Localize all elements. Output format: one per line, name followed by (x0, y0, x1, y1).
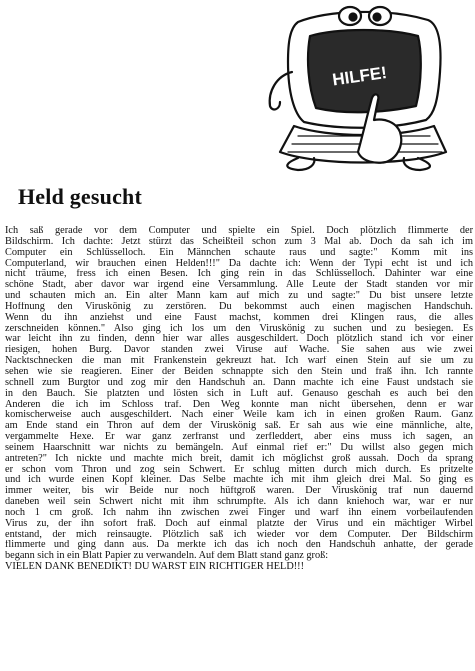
story-line: zerschneiden können." Also ging ich los um den Viruskönig zu suchen und zu besiegen. Es (5, 323, 473, 334)
story-line: schnell zum Burgtor und zog mir den Handschuh an. Dann machte ich eine Faust undstach sie (5, 377, 473, 388)
story-line: Bildschirm. Ich dachte: Jetzt stürzt das Scheißteil schon zum 3 Mal ab. Doch da sah ich im (5, 236, 473, 247)
story-line: seinem Haarschnitt war nichts zu bemängeln. Auf einmal rief er:" Du willst also gegen mich (5, 442, 473, 453)
story-line: noch 1 cm groß. Ich nahm ihn zwischen zwei Finger und warf ihn einem vorbeilaufenden (5, 507, 473, 518)
story-line: komischerweise auch ausgeschildert. Nach einer Weile kam ich in einen großen Raum. Ganz (5, 410, 473, 421)
story-line: daneben weil sein Schwert nicht mit ihm schrumpfte. Als ich dann kniehoch war, war er nur (5, 497, 473, 508)
cartoon-computer-icon (258, 2, 458, 174)
story-line: schöne Stadt, aber davor war irgend eine Versammlung. Alle Leute der Stadt standen vor mir (5, 280, 473, 291)
story-line: Computerland, wir brauchen einen Helden!!!" Da dachte ich: Wenn der Typi echt ist und ich (5, 258, 473, 269)
story-line: antreten?" Ich nickte und machte mich breit, damit ich möglichst groß aussah. Doch da sprang (5, 453, 473, 464)
story-line: sehen wie sie reagieren. Einer der Beiden schnappte sich den Stein und fraß ihn. Ich rannte (5, 366, 473, 377)
story-line: Hoffnung den Viruskönig zu zerstören. Du bekommst auch einen magischen Handschuh. (5, 301, 473, 312)
story-text (5, 226, 473, 573)
story-line: begann sich in ein Blatt Papier zu verwandeln. Auf dem Blatt stand ganz groß: (5, 551, 329, 562)
story-line: in den Bauch. Sie platzten und lösten sich in Luft auf. Genauso geschah es auch bei den (5, 388, 473, 399)
story-line: Wenn du ihn anziehst und eine Faust machst, kommen drei Klingen raus, die alles (5, 312, 473, 323)
story-line: und ich wurde einen Kopf kleiner. Das Selbe machte ich mit ihm gleich drei Mal. So ging es (5, 475, 473, 486)
page-title: Held gesucht (18, 184, 143, 209)
story-line: Ich saß gerade vor dem Computer und spielte ein Spiel. Doch plötzlich flimmerte der (5, 226, 473, 236)
story-line: war leicht ihn zu finden, denn hier war alles ausgeschildert. Doch plötzlich stand ich vor einer (5, 334, 473, 345)
story-line: er schon vom Thron und zog sein Schwert. Er schlug mitten durch mich durch. Es pritzelte (5, 464, 473, 475)
story-line: immer weiter, bis wir Beide nur noch hüftgroß waren. Der Viruskönig traf nun dauernd (5, 486, 473, 497)
story-line: riesigen, hohen Burg. Davor standen zwei Viruse auf Wache. Sie sahen aus wie zwei (5, 345, 473, 356)
story-line: Virus zu, der ihn sofort fraß. Doch auf einmal platzte der Virus und ein mächtiger Wirbel (5, 518, 473, 529)
story-line: Computer ein Schlüsselloch. Ein Männchen schaute raus und sagte:" Komm mit ins (5, 247, 473, 258)
story-line: entstand, der mich reinsaugte. Plötzlich saß ich wieder vor dem Computer. Der Bildschirm (5, 529, 473, 540)
story-line: flimmerte und ging dann aus. Da merkte ich das ich noch den Handschuh anhatte, der gerade (5, 540, 473, 551)
story-line: VIELEN DANK BENEDIKT! DU WARST EIN RICHTIGER HELD!!! (5, 562, 305, 573)
story-line: und schauten mich an. Ein alter Mann kam auf mich zu und sagte:" Du bist unsere letzte (5, 291, 473, 302)
story-line: Anderen die ich im Schloss traf. Den Weg konnte man nicht übersehen, denn er war (5, 399, 473, 410)
story-line: nicht träume, fress ich einen Besen. Ich ging rein in das Schlüsselloch. Dahinter war eine (5, 269, 473, 280)
screen-text: HILFE! (331, 63, 389, 90)
story-line: am Ende stand ein Thron auf dem der Viruskönig saß. Er sah aus wie eine männliche, alte, (5, 421, 473, 432)
story-line: vergammelte Hexe. Er war ganz zerfranst und zerfleddert, aber eins muss ich sagen, an (5, 432, 473, 443)
story-line: Nacktschnecken die man mit Frankenstein gekreuzt hat. Ich warf einen Stein auf sie um zu (5, 356, 473, 367)
